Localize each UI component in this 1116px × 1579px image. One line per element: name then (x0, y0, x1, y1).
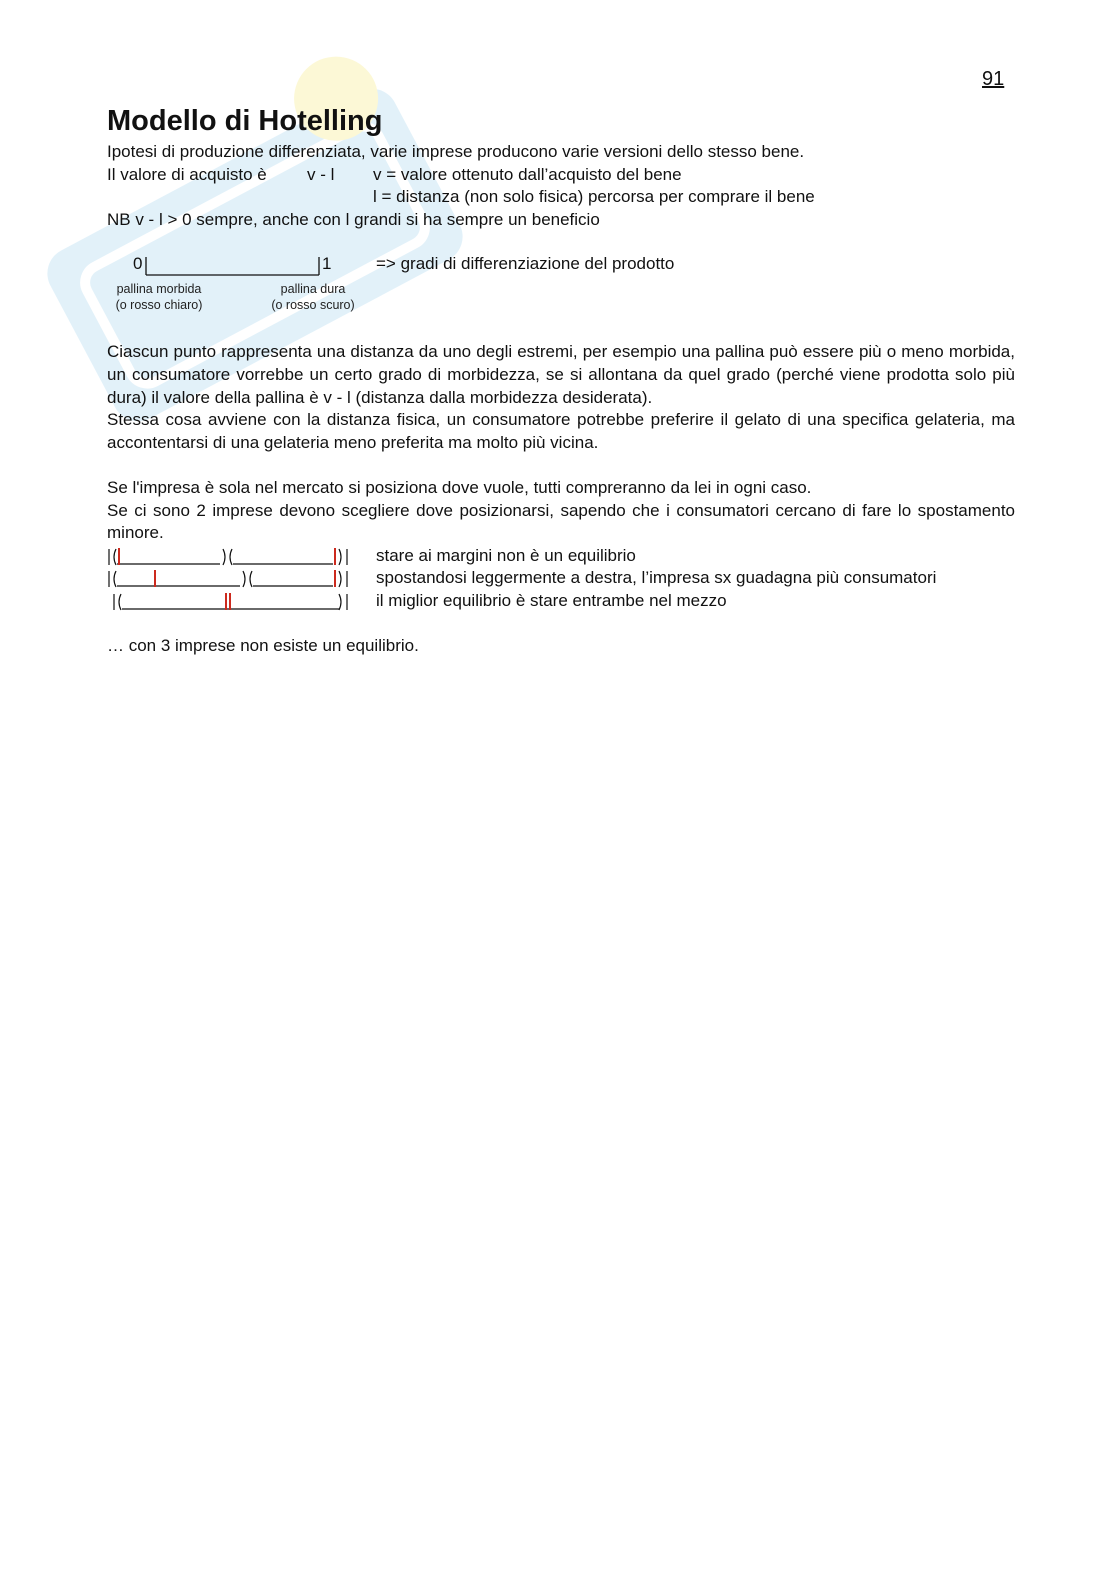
page-title: Modello di Hotelling (107, 105, 383, 137)
v-definition: v = valore ottenuto dall’acquisto del bene (373, 164, 682, 184)
paragraph-physical-distance: Stessa cosa avviene con la distanza fisica, un consumatore potrebbe preferire il gelato di una specifica gelateria, ma accontentarsi di una gelateria meno preferita ma molto più vicina. (107, 410, 1015, 452)
value-formula: v - l (307, 164, 335, 184)
scale-right-sublabel: (o rosso scuro) (271, 298, 355, 313)
differentiation-scale (107, 233, 1015, 323)
scale-left-sublabel: (o rosso chiaro) (115, 298, 203, 313)
equilibrium-caption: il miglior equilibrio è stare entrambe nel mezzo (376, 590, 727, 610)
equilibrium-caption: spostandosi leggermente a destra, l’impresa sx guadagna più consumatori (376, 568, 937, 588)
paragraph-two-firms: Se ci sono 2 imprese devono scegliere dove posizionarsi, sapendo che i consumatori cercano di fare lo spostamento minore. (107, 500, 1015, 543)
equilibrium-row (107, 590, 1015, 613)
paragraph-single-firm: Se l'impresa è sola nel mercato si posiziona dove vuole, tutti compreranno da lei in ogni caso. (107, 477, 812, 497)
scale-left-label: pallina morbida (116, 282, 202, 297)
page-content (107, 104, 1015, 658)
value-line (107, 164, 1015, 187)
page-number: 91 (982, 68, 1005, 90)
equilibrium-diagram-shift (107, 567, 357, 590)
scale-line (107, 233, 357, 283)
closing-note: … con 3 imprese non esiste un equilibrio. (107, 636, 419, 656)
intro-text: Ipotesi di produzione differenziata, varie imprese producono varie versioni dello stesso bene. (107, 142, 805, 161)
scale-left-caption (107, 281, 211, 313)
scale-right-label: pallina dura (280, 282, 346, 297)
scale-description: => gradi di differenziazione del prodotto (376, 254, 675, 274)
equilibrium-diagram-margins (107, 545, 357, 568)
equilibrium-diagram-center (107, 590, 357, 613)
scale-tick-0: 0 (133, 254, 143, 274)
equilibrium-caption: stare ai margini non è un equilibrio (376, 545, 636, 565)
l-definition: l = distanza (non solo fisica) percorsa per comprare il bene (373, 187, 815, 207)
paragraph-consumer-distance: Ciascun punto rappresenta una distanza da uno degli estremi, per esempio una pallina può essere più o meno morbida, un consumatore vorrebbe un certo grado di morbidezza, se si allontana da quel grado (perché viene prodotta solo più dura) il valore della pallina è v - l (distanza dalla morbidezza desiderata). (107, 342, 1015, 407)
nb-note: NB v - l > 0 sempre, anche con l grandi si ha sempre un beneficio (107, 209, 600, 229)
value-label: Il valore di acquisto è (107, 164, 267, 184)
scale-tick-1: 1 (322, 254, 332, 274)
l-definition-line (107, 186, 1015, 209)
equilibrium-row (107, 567, 1015, 590)
equilibrium-row (107, 545, 1015, 568)
scale-right-caption (265, 281, 361, 313)
